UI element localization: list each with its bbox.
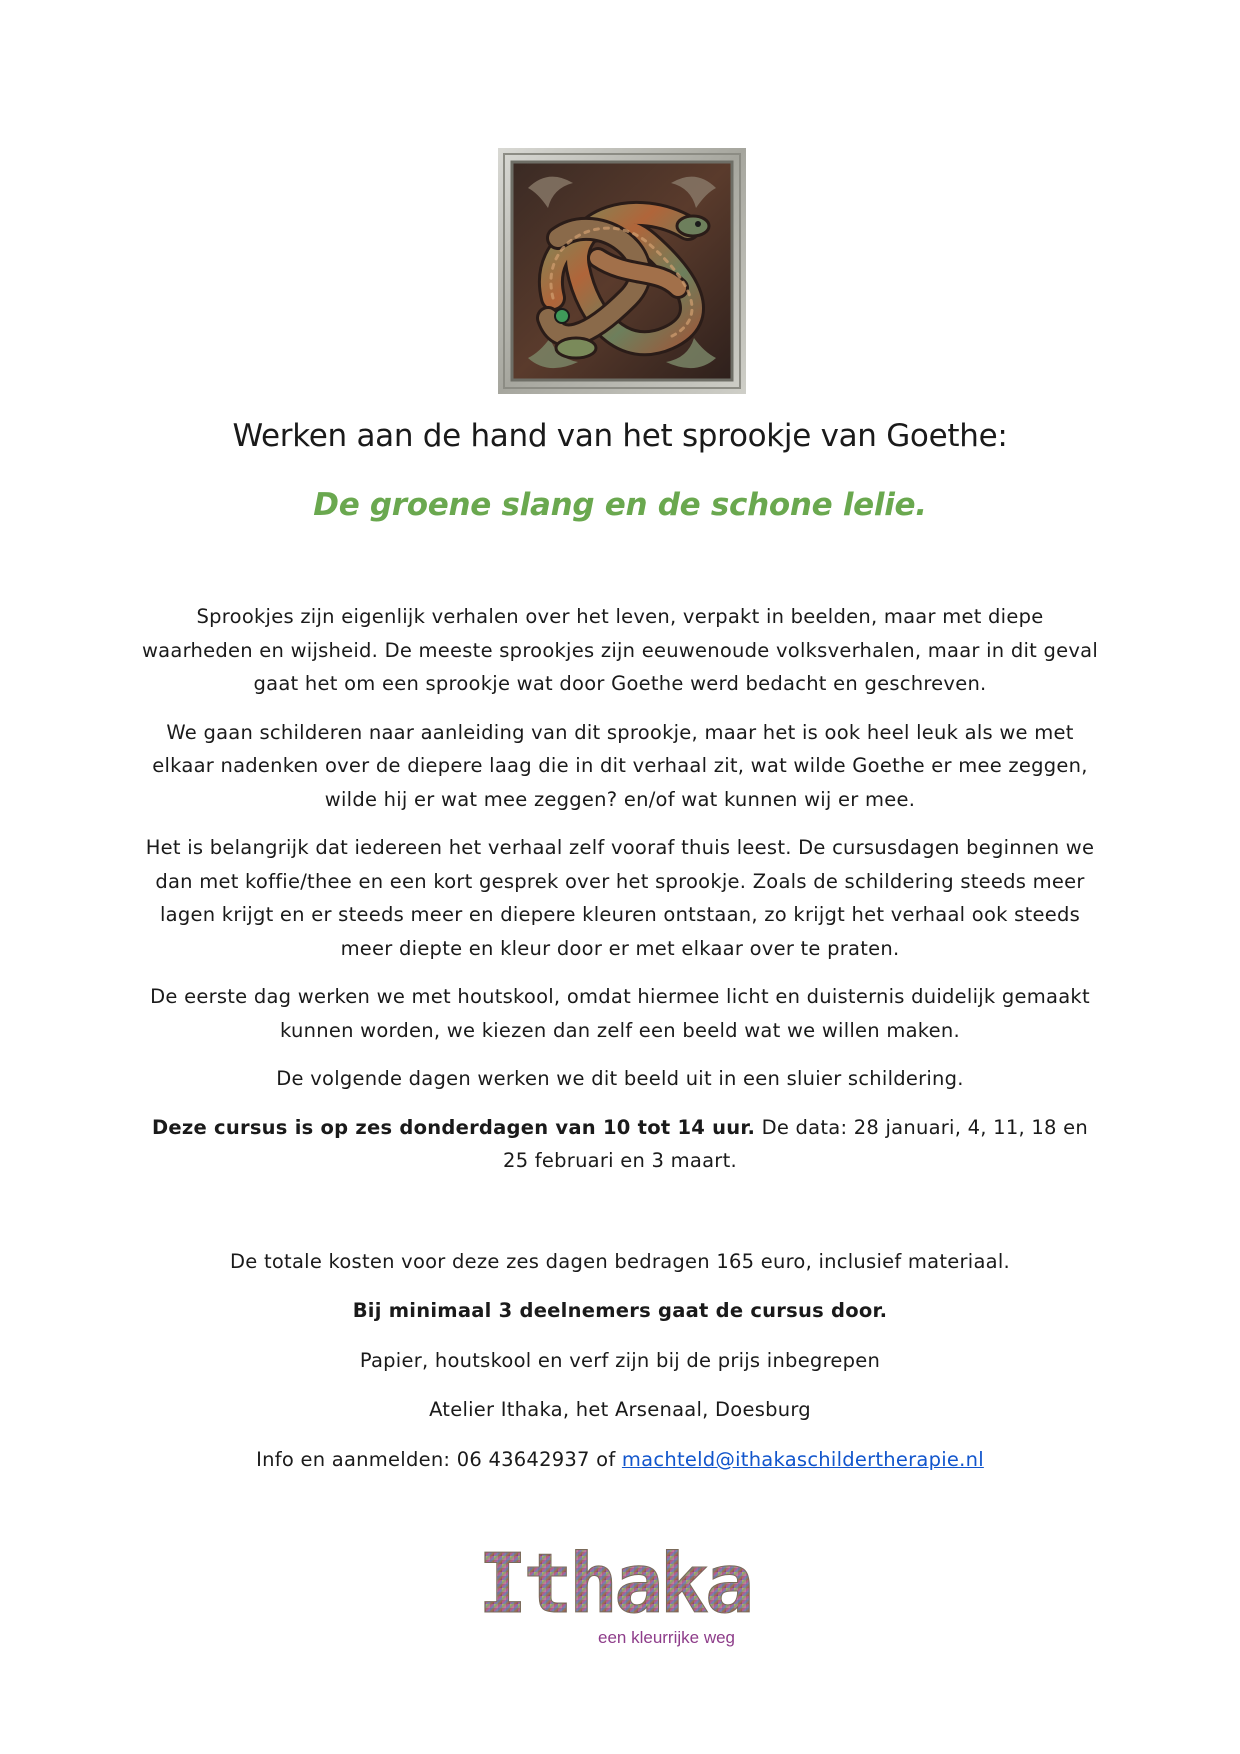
paragraph-first-day: De eerste dag werken we met houtskool, omdat hiermee licht en duisternis duidelijk gemaakt kunnen worden, we kiezen dan zelf een beeld wat we willen maken. <box>150 985 1090 1042</box>
contact-prefix: Info en aanmelden: 06 43642937 of <box>256 1447 622 1471</box>
email-link[interactable]: machteld@ithakaschildertherapie.nl <box>621 1447 984 1471</box>
paragraph-reading: Het is belangrijk dat iedereen het verhaal zelf vooraf thuis leest. De cursusdagen beginnen we dan met koffie/thee en een kort gesprek over het sprookje. Zoals de schildering steeds meer lagen krijgt en er steeds meer en diepere kleuren ontstaan, zo krijgt het verhaal ook steeds meer diepte en kleur door er met elkaar over te praten. <box>145 836 1095 960</box>
page-title: Werken aan de hand van het sprookje van Goethe: <box>232 418 1008 454</box>
paragraph-costs: De totale kosten voor deze zes dagen bedragen 165 euro, inclusief materiaal. <box>230 1249 1010 1273</box>
paragraph-schedule <box>140 1111 1100 1178</box>
document-body <box>140 600 1100 1492</box>
minimum-participants: Bij minimaal 3 deelnemers gaat de cursus door. <box>352 1299 888 1322</box>
paragraph-minimum <box>140 1294 1100 1328</box>
paragraph-intro: Sprookjes zijn eigenlijk verhalen over het leven, verpakt in beelden, maar met diepe waarheden en wijsheid. De meeste sprookjes zijn eeuwenoude volksverhalen, maar in dit geval gaat het om een sprookje wat door Goethe werd bedacht en geschreven. <box>141 605 1099 695</box>
page-subtitle: De groene slang en de schone lelie. <box>313 487 927 523</box>
paragraph-next-days: De volgende dagen werken we dit beeld uit in een sluier schildering. <box>276 1067 964 1090</box>
paragraph-painting: We gaan schilderen naar aanleiding van dit sprookje, maar het is ook heel leuk als we met elkaar nadenken over de diepere laag die in dit verhaal zit, wat wilde Goethe er mee zeggen, wilde hij er wat mee zeggen? en/of wat kunnen wij er mee. <box>152 720 1088 811</box>
ithaka-logo <box>478 1540 768 1655</box>
paragraph-location: Atelier Ithaka, het Arsenaal, Doesburg <box>429 1398 811 1421</box>
paragraph-materials: Papier, houtskool en verf zijn bij de prijs inbegrepen <box>359 1348 881 1372</box>
svg-text:Ithaka: Ithaka <box>478 1540 751 1632</box>
carved-serpent-knot-image <box>498 148 746 394</box>
schedule-bold: Deze cursus is op zes donderdagen van 10 tot 14 uur. <box>151 1115 756 1139</box>
svg-text:een kleurrijke weg: een kleurrijke weg <box>598 1628 736 1647</box>
schedule-dates: De data: 28 januari, 4, 11, 18 en 25 februari en 3 maart. <box>503 1115 1088 1172</box>
paragraph-contact <box>140 1443 1100 1477</box>
